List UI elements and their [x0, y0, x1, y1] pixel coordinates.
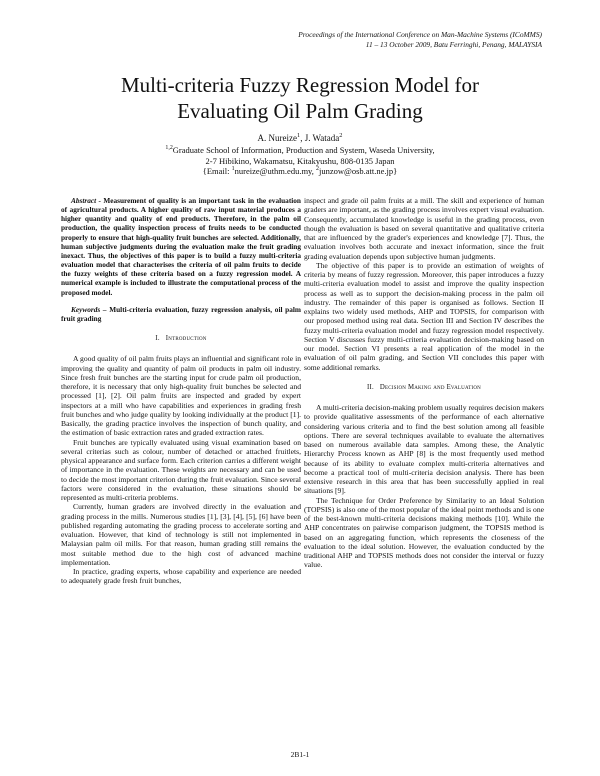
keywords	[61, 305, 301, 323]
right-column	[304, 196, 544, 570]
author-names	[60, 133, 540, 144]
address: 2-7 Hibikino, Wakamatsu, Kitakyushu, 808-0135 Japan	[205, 155, 395, 166]
email-2-sup: 2	[316, 166, 319, 173]
proceedings-line-1: Proceedings of the International Conference on Man-Machine Systems (ICoMMS)	[298, 30, 542, 39]
affiliation	[60, 145, 540, 156]
abstract-text: Measurement of quality is an important task in the evaluation of agricultural products. A higher quality of raw input material produces a higher quantity and quality of end products. Therefore, in the palm oil production, the quality inspection process of fruits needs to be conducted properly to ensure that high-quality fruit bunches are selected. Additionally, human subjective judgments during the evaluation make the fruit grading inexact. Thus, the objectives of this paper is to build a fuzzy multi-criteria evaluation model that characterises the criteria of oil palm fruits to decide the fuzzy weights of these criteria based on a fuzzy regression model. A numerical example is included to illustrate the computational process of the proposed model.	[61, 196, 301, 297]
section-number: I.	[155, 335, 160, 343]
body-paragraph: The Technique for Order Preference by Similarity to an Ideal Solution (TOPSIS) is also one of the most popular of the ideal point methods and is one of the best-known multi-criteria decisions making methods [10]. While the AHP concentrates on pairwise comparison judgment, the TOPSIS method is based on an aggregating function, which represents the closeness of the evaluation to the ideal solution. However, the evaluation conducted by the traditional AHP and TOPSIS methods does not consider the interval or fuzzy value.	[304, 495, 544, 570]
title-line-1: Multi-criteria Fuzzy Regression Model for	[120, 73, 480, 97]
email-prefix: {Email:	[202, 166, 232, 177]
keywords-label: Keywords –	[71, 304, 107, 314]
proceedings-line-2: 11 – 13 October 2009, Batu Ferringhi, Penang, MALAYSIA	[365, 39, 542, 49]
author-block	[60, 133, 540, 177]
author-separator: ,	[300, 133, 305, 143]
section-heading-introduction	[61, 334, 301, 343]
author-1: A. Nureize	[257, 133, 298, 143]
abstract	[61, 196, 301, 297]
author-2: J. Watada	[304, 133, 340, 143]
section-number: II.	[367, 383, 374, 391]
affiliation-text: Graduate School of Information, Production and System, Waseda University,	[172, 144, 435, 155]
section-heading-decision-making	[304, 383, 544, 392]
section-title: Decision Making and Evaluation	[379, 383, 481, 391]
author-2-sup: 2	[339, 132, 343, 139]
left-column	[61, 196, 301, 586]
abstract-label: Abstract -	[71, 196, 101, 205]
emails	[60, 166, 540, 177]
page-number: 2B1-1	[290, 750, 310, 759]
body-paragraph: inspect and grade oil palm fruits at a mill. The skill and experience of human graders are important, as the grading process involves expert visual evaluation. Consequently, accumulated knowledge is useful in the grading process, even though the evaluation is based on several quantitative and qualitative criteria that are influenced by the grader's experiences and knowledge [7]. Thus, the evaluation involves both accurate and inexact information, since the fruit grading evaluation depends upon subjective human judgments.	[304, 196, 544, 261]
email-2: junzow@osb.att.ne.jp}	[318, 166, 398, 177]
body-paragraph: Fruit bunches are typically evaluated using visual examination based on several criterias such as colour, number of detached or attached fruitlets, physical appearance and surface form. Each criterion carries a different weight of importance in the evaluation. These weights are necessary and can be used to decide the most important criterion during the fruit evaluation. Since several factors were considered in the evaluation, these situations should be represented as multi-criteria problems.	[61, 437, 301, 503]
body-paragraph: In practice, grading experts, whose capability and experience are needed to adequately grade fresh fruit bunches,	[61, 567, 301, 586]
body-paragraph: A good quality of oil palm fruits plays an influential and significant role in improving the quality and quantity of palm oil products in palm oil industry. Since fresh fruit bunches are the starting input for crude palm oil production, therefore, it is necessary that only high-quality fruit bunches be selected and processed [1], [2]. Oil palm fruits are inspected and graded by expert inspectors at a mill who have capabilities and experiences in grading fresh fruit bunches and who judge quality by looking individually at the product [1]. Basically, the grading practice involves the inspection of bunch quality, and the estimation of basic extraction rates and graded extraction rates.	[61, 354, 301, 438]
author-1-sup: 1	[297, 132, 301, 139]
title-line-2: Evaluating Oil Palm Grading	[177, 99, 423, 123]
keywords-text: Multi-criteria evaluation, fuzzy regression analysis, oil palm fruit grading	[61, 304, 301, 323]
body-paragraph: The objective of this paper is to provide an estimation of weights of criteria by means of fuzzy regression. Moreover, this paper introduces a fuzzy multi-criteria evaluation model to assist and improve the quality inspection process as well as to support the decision-making process in the palm oil industry. The remainder of this paper is organised as follows. Section II explains two widely used methods, AHP and TOPSIS, for comparison with our proposed method using real data. Section III and Section IV describes the fuzzy multi-criteria evaluation model and fuzzy regression model respectively. Section V discusses fuzzy multi-criteria evaluation decision-making based on our model. Section VI presents a real application of the model in the evaluation of oil palm grading, and Section VII concludes this paper with some additional remarks.	[304, 260, 544, 372]
paper-title	[60, 72, 540, 124]
body-paragraph: Currently, human graders are involved directly in the evaluation and grading process in the mills. Numerous studies [1], [3], [4], [5], [6] have been published regarding automating the grading process to accelerate sorting and evaluation. However, that kind of technology is still not implemented in Malaysian palm oil mills. For that reason, human grading still remains the most suitable method due to the high cost of advanced machine implementation.	[61, 502, 301, 567]
affiliation-sup: 1,2	[165, 144, 173, 151]
email-1-sup: 1	[231, 166, 235, 173]
body-paragraph: A multi-criteria decision-making problem usually requires decision makers to provide qualitative assessments of the performance of each alternative considering various criteria and to find the best solution among all feasible options. There are several techniques available to evaluate the alternatives based on numerous available data samples. Among these, the Analytic Hierarchy Process known as AHP [8] is the most frequently used method because of its ability to evaluate complex multi-criteria alternatives and become a practical tool of multi-criteria decision analysis. There has been extensive research in this area that has been successfully applied in real situations [9].	[304, 403, 544, 496]
section-title: Introduction	[165, 335, 207, 343]
proceedings-header	[142, 30, 542, 49]
email-1: nureize@uthm.edu.my,	[234, 166, 317, 177]
